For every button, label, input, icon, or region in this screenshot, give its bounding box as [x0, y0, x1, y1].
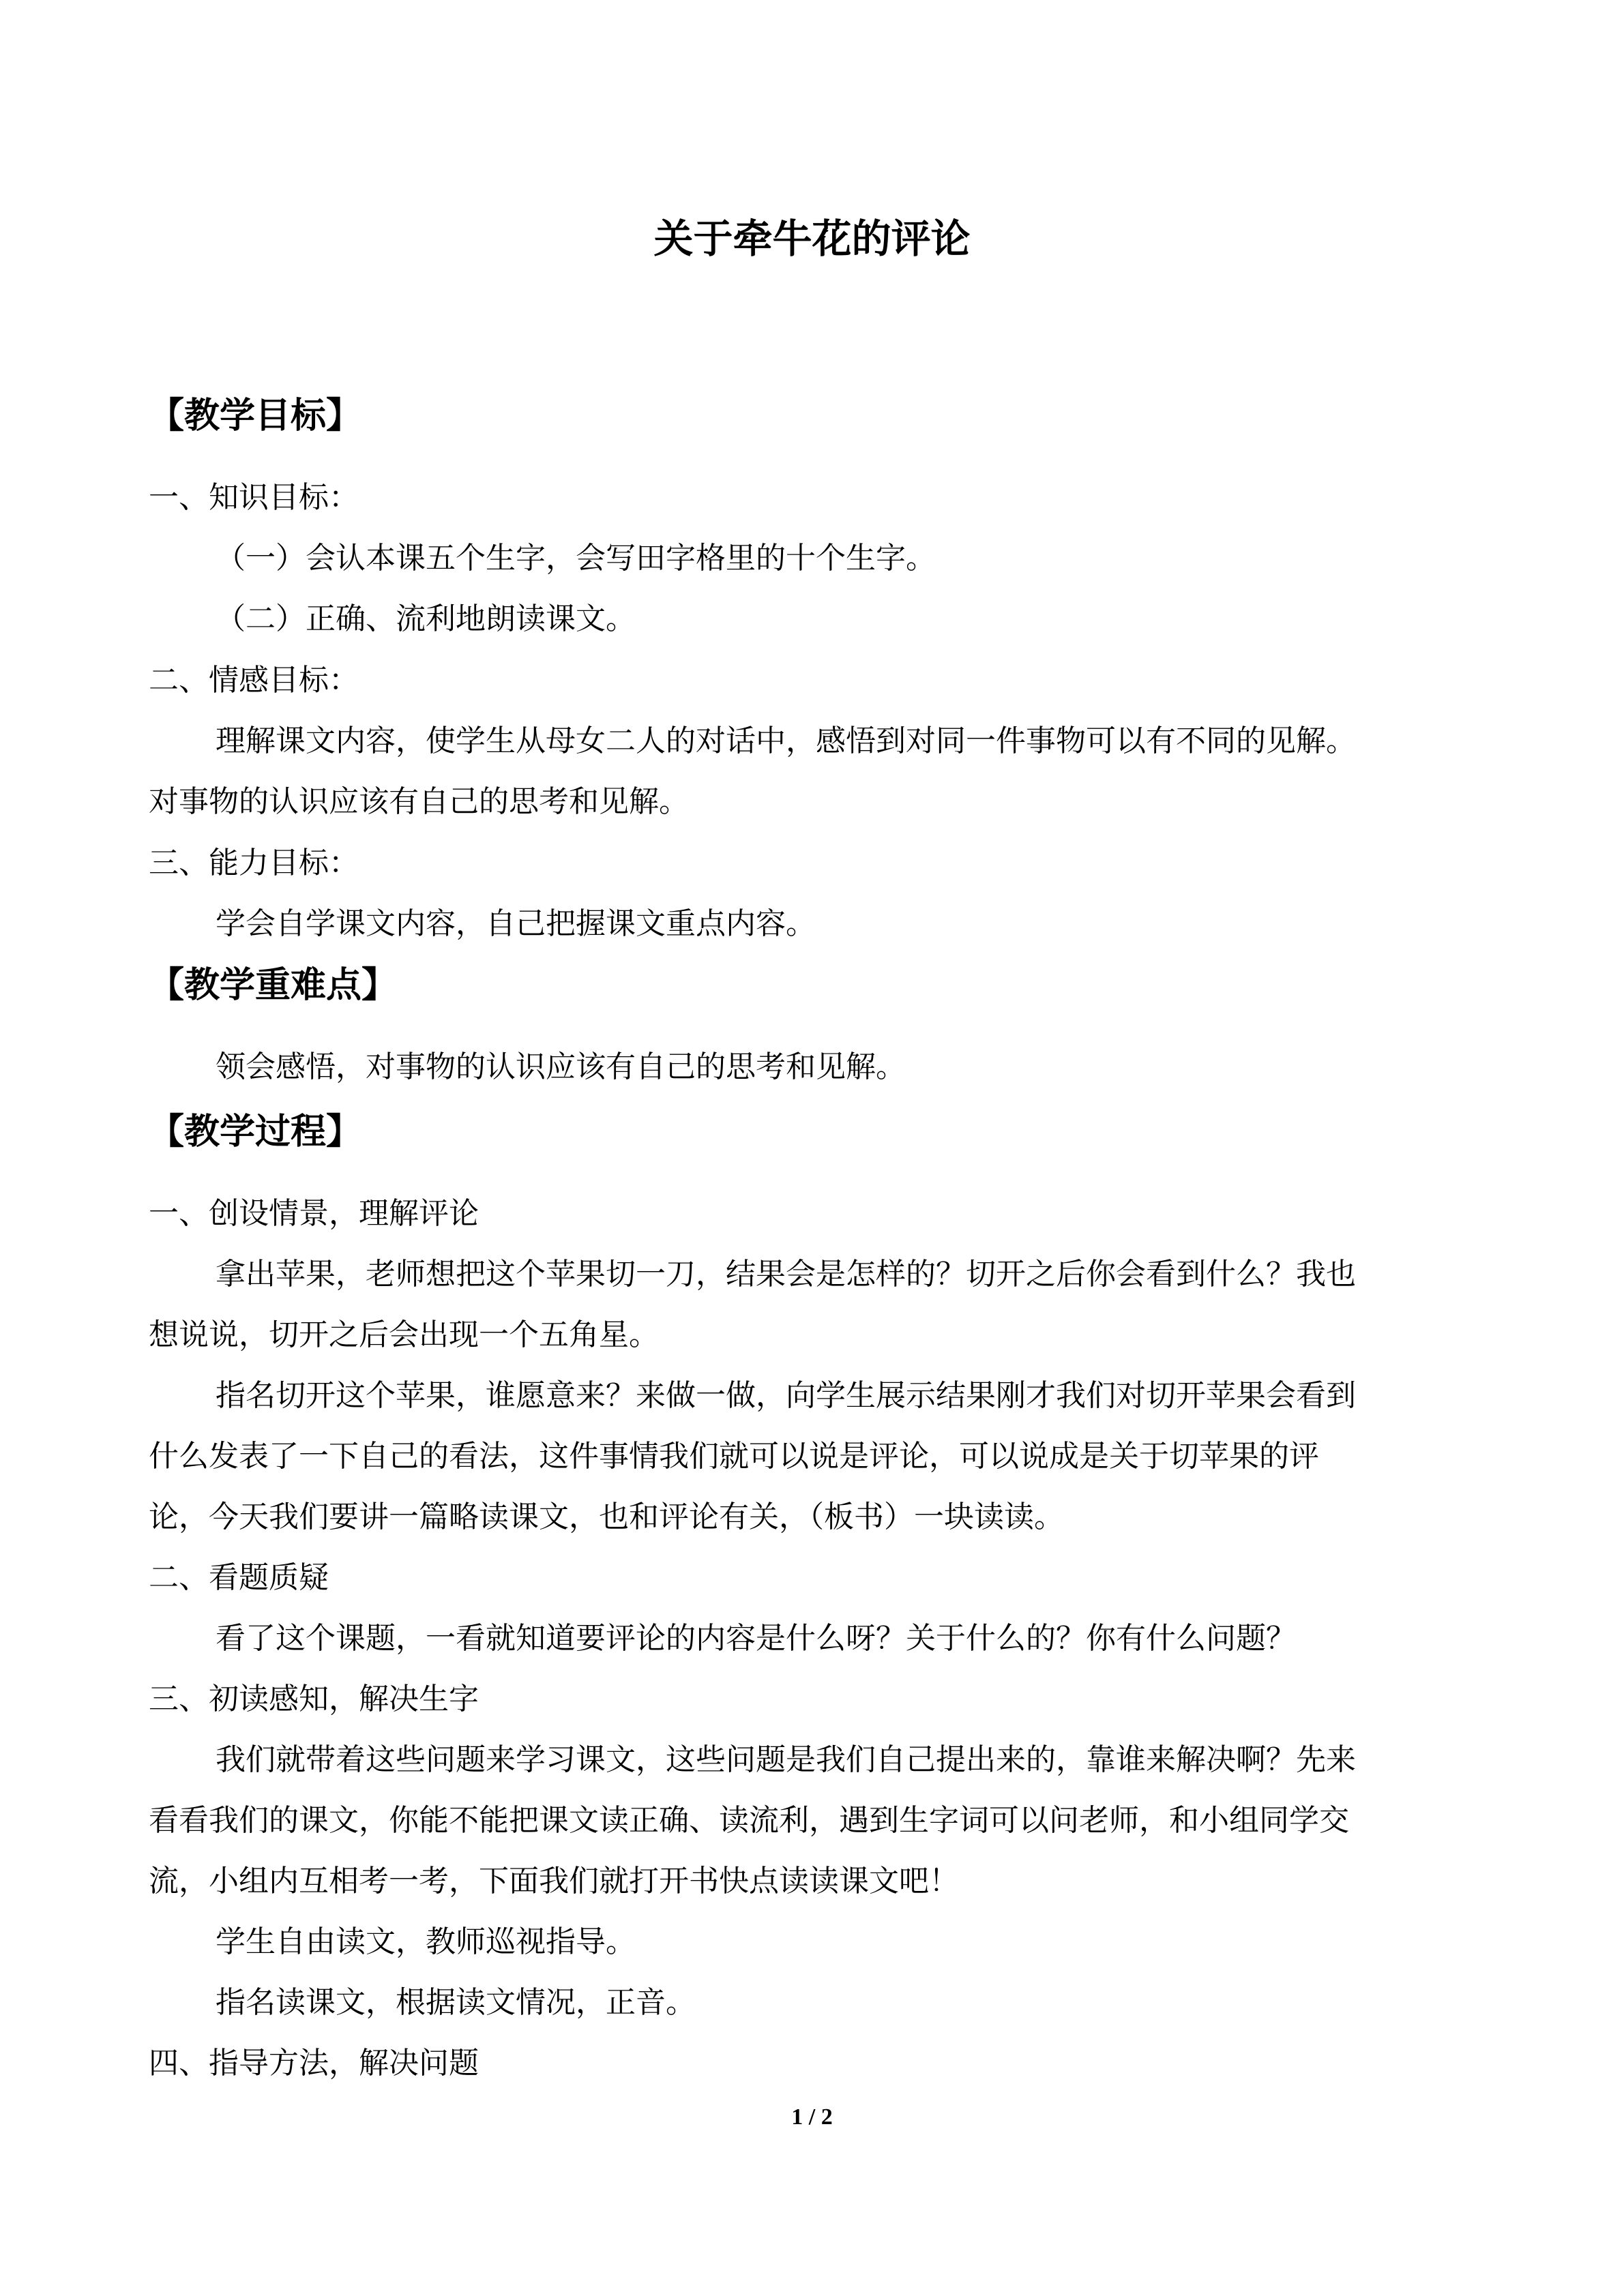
step1-label: 一、创设情景，理解评论	[149, 1196, 479, 1231]
step4-label: 四、指导方法，解决问题	[149, 2046, 479, 2081]
step2-label: 二、看题质疑	[149, 1560, 329, 1595]
goal1-item1: （一）会认本课五个生字，会写田字格里的十个生字。	[216, 541, 936, 576]
section-heading-goals: 【教学目标】	[149, 396, 362, 436]
goal2-label: 二、情感目标：	[149, 663, 359, 698]
page-number: 1 / 2	[791, 2104, 833, 2130]
section-heading-process: 【教学过程】	[149, 1112, 362, 1152]
goal2-text-line2: 对事物的认识应该有自己的思考和见解。	[149, 784, 689, 819]
step3-p1-line3: 流，小组内互相考一考，下面我们就打开书快点读读课文吧！	[149, 1864, 959, 1898]
step1-p2-line1: 指名切开这个苹果，谁愿意来？来做一做，向学生展示结果刚才我们对切开苹果会看到	[216, 1378, 1356, 1413]
step1-p2-line2: 什么发表了一下自己的看法，这件事情我们就可以说是评论，可以说成是关于切苹果的评	[149, 1439, 1319, 1474]
goal3-label: 三、能力目标：	[149, 846, 359, 880]
section-heading-key-points: 【教学重难点】	[149, 965, 398, 1006]
goal2-text-line1: 理解课文内容，使学生从母女二人的对话中，感悟到对同一件事物可以有不同的见解。	[216, 724, 1356, 758]
goal1-label: 一、知识目标：	[149, 480, 359, 515]
step1-p2-line3: 论，今天我们要讲一篇略读课文，也和评论有关，（板书）一块读读。	[149, 1500, 1064, 1534]
step2-text: 看了这个课题，一看就知道要评论的内容是什么呀？关于什么的？你有什么问题？	[216, 1621, 1296, 1656]
step3-p1-line1: 我们就带着这些问题来学习课文，这些问题是我们自己提出来的，靠谁来解决啊？先来	[216, 1742, 1356, 1777]
step3-label: 三、初读感知，解决生字	[149, 1682, 479, 1716]
goal1-item2: （二）正确、流利地朗读课文。	[216, 601, 636, 636]
step1-p1-line2: 想说说，切开之后会出现一个五角星。	[149, 1317, 659, 1352]
step3-p1-line2: 看看我们的课文，你能不能把课文读正确、读流利，遇到生字词可以问老师，和小组同学交	[149, 1803, 1349, 1838]
goal3-text: 学会自学课文内容，自己把握课文重点内容。	[216, 906, 816, 941]
step3-p3: 指名读课文，根据读文情况，正音。	[216, 1985, 696, 2020]
key-points-text: 领会感悟，对事物的认识应该有自己的思考和见解。	[216, 1049, 906, 1084]
document-title: 关于牵牛花的评论	[653, 215, 971, 262]
step1-p1-line1: 拿出苹果，老师想把这个苹果切一刀，结果会是怎样的？切开之后你会看到什么？我也	[216, 1257, 1356, 1292]
step3-p2: 学生自由读文，教师巡视指导。	[216, 1924, 636, 1959]
